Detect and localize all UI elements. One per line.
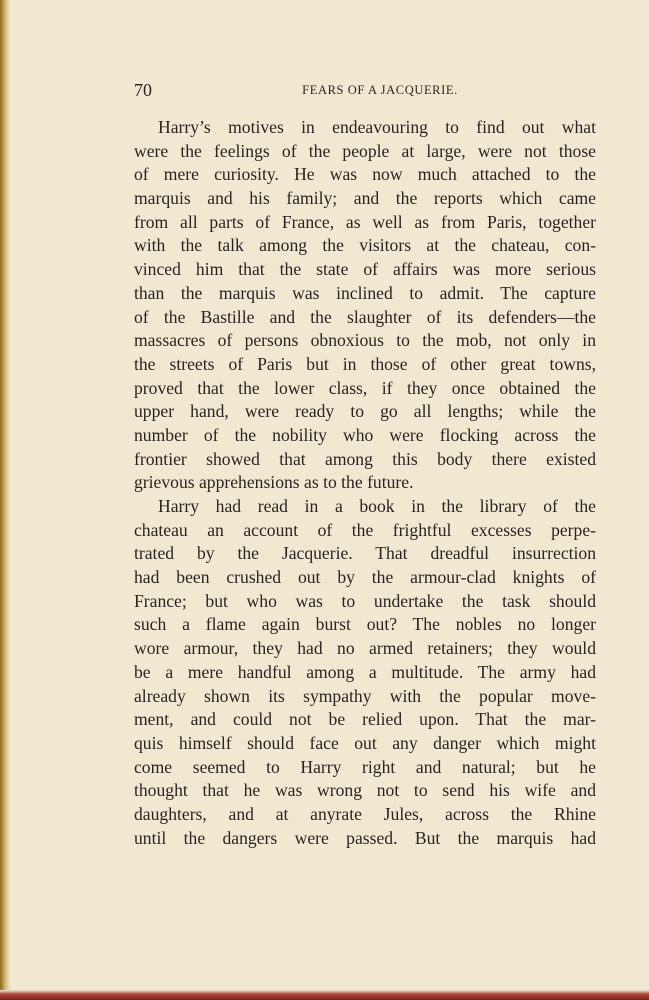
page-bottom-edge [0,990,649,1000]
running-head [134,80,596,102]
text-line: such a flame again burst out? The nobles no longer [134,614,596,635]
text-line: until the dangers were passed. But the marquis had [134,827,596,848]
text-line: vinced him that the state of affairs was more serious [134,259,596,280]
text-line: frontier showed that among this body there existed [134,448,596,469]
text-line: of mere curiosity. He was now much attached to the [134,164,596,185]
text-line: had been crushed out by the armour-clad knights of [134,567,596,588]
text-line: be a mere handful among a multitude. The army had [134,661,596,682]
text-line: quis himself should face out any danger which might [134,732,596,753]
text-line: massacres of persons obnoxious to the mob, not only in [134,330,596,351]
text-line: upper hand, were ready to go all lengths; while the [134,401,596,422]
text-line: the streets of Paris but in those of other great towns, [134,353,596,374]
binding-edge [0,0,11,1000]
text-line: than the marquis was inclined to admit. The capture [134,282,596,303]
text-line: grievous apprehensions as to the future. [134,472,414,493]
text-line: chateau an account of the frightful excesses perpe- [134,519,596,540]
text-line: marquis and his family; and the reports which came [134,188,596,209]
body-text [134,116,596,850]
text-line: from all parts of France, as well as from Paris, together [134,211,596,232]
page-number: 70 [134,80,152,100]
text-line: were the feelings of the people at large, were not those [134,140,596,161]
text-line: wore armour, they had no armed retainers; they would [134,638,596,659]
running-title: FEARS OF A JACQUERIE. [302,83,458,97]
text-line: Harry’s motives in endeavouring to find out what [158,117,596,137]
text-line: daughters, and at anyrate Jules, across the Rhine [134,803,596,824]
text-line: France; but who was to undertake the task should [134,590,596,611]
text-line: trated by the Jacquerie. That dreadful insurrection [134,543,596,564]
text-line: come seemed to Harry right and natural; but he [134,756,596,777]
text-line: proved that the lower class, if they once obtained the [134,377,596,398]
text-line: ment, and could not be relied upon. That the mar- [134,709,596,730]
text-line: thought that he was wrong not to send his wife and [134,780,596,801]
text-line: of the Bastille and the slaughter of its defenders—the [134,306,596,327]
text-line: Harry had read in a book in the library of the [158,496,596,516]
text-line: already shown its sympathy with the popular move- [134,685,596,706]
text-line: with the talk among the visitors at the chateau, con- [134,235,596,256]
text-line: number of the nobility who were flocking across the [134,424,596,445]
